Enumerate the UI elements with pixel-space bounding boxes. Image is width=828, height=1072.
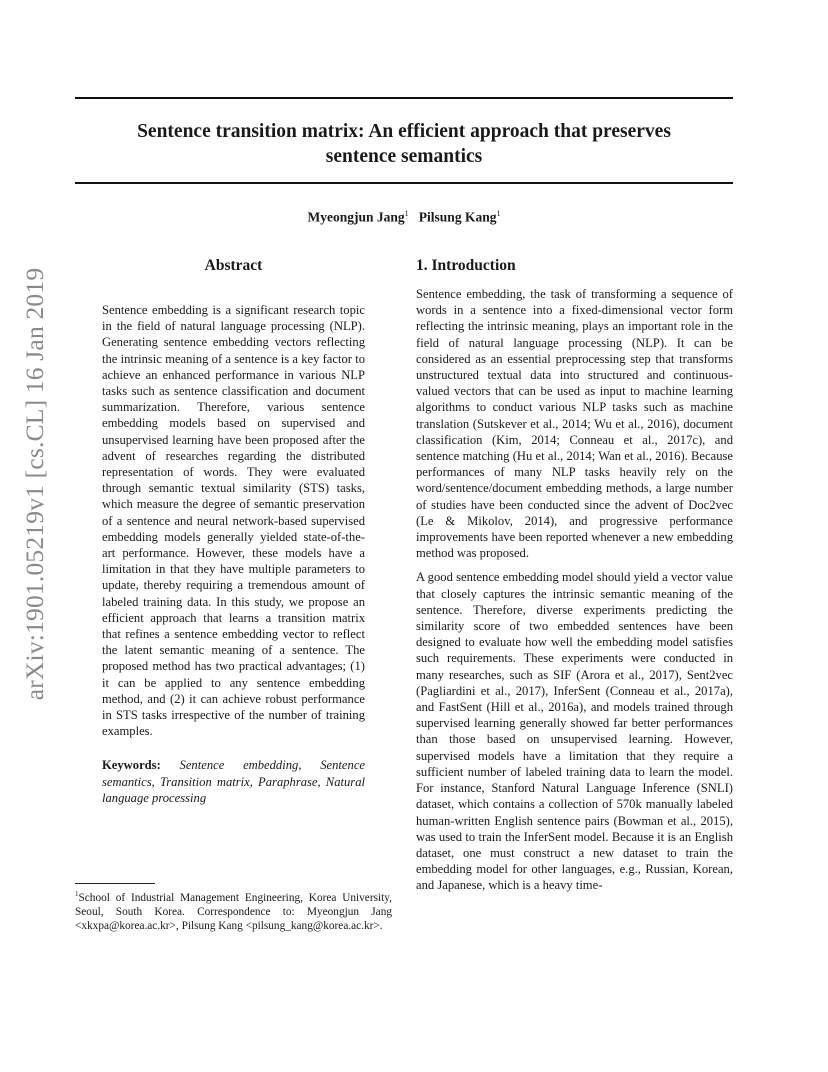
- author-list: [75, 209, 733, 226]
- footnote-mark: 1: [75, 890, 79, 898]
- footnote-text: School of Industrial Management Engineering, Korea University, Seoul, South Korea. Correspondence to: Myeongjun Jang <xkxpa@korea.ac.kr>, Pilsung Kang <pilsung_kang@korea.ac.kr>.: [75, 891, 392, 932]
- paper-title: [75, 119, 733, 169]
- keywords-text: Sentence embedding, Sentence semantics, Transition matrix, Paraphrase, Natural language processing: [102, 758, 365, 805]
- author-name: Myeongjun Jang: [307, 209, 405, 225]
- introduction-heading: 1. Introduction: [416, 257, 516, 274]
- keywords-label: Keywords:: [102, 758, 161, 773]
- keywords: [102, 757, 365, 806]
- author-affiliation-mark: 1: [496, 209, 501, 218]
- title-bottom-rule: [75, 182, 733, 184]
- footnote-rule: [75, 883, 155, 884]
- title-top-rule: [75, 97, 733, 99]
- right-column: [416, 256, 733, 894]
- introduction-paragraph: A good sentence embedding model should yield a vector value that closely captures the intrinsic semantic meaning of the sentence. Therefore, diverse experiments predicting the similarity score of two embedded sentences have been designed to evaluate how well the embedding model satisfies such requirements. These experiments were conducted in many researches, such as SIF (Arora et al., 2017), Sent2vec (Pagliardini et al., 2017), InferSent (Conneau et al., 2017a), and FastSent (Hill et al., 2016a), and models trained through supervised learning generally showed far better performances than those based on unsupervised learning. However, supervised models have a limitation that they require a sufficient number of labeled training data to learn the model. For instance, Stanford Natural Language Inference (SNLI) dataset, which contains a collection of 570k manually labeled human-written English sentence pairs (Bowman et al., 2015), was used to train the InferSent model. Because it is an English dataset, one must construct a new dataset to train the embedding model for other languages, e.g., Russian, Korean, and Japanese, which is a heavy time-: [416, 570, 733, 893]
- author-affiliation-mark: 1: [404, 209, 409, 218]
- arxiv-identifier-text: arXiv:1901.05219v1 [cs.CL] 16 Jan 2019: [20, 267, 49, 701]
- paper-title-line-1: Sentence transition matrix: An efficient approach that preserves: [137, 121, 671, 142]
- abstract-heading: Abstract: [204, 257, 263, 274]
- author-name: Pilsung Kang: [418, 209, 497, 225]
- paper-title-line-2: sentence semantics: [325, 146, 483, 167]
- left-column: [102, 256, 365, 806]
- introduction-paragraph: Sentence embedding, the task of transforming a sequence of words in a sentence into a fixed-dimensional vector form reflecting the intrinsic meaning, plays an important role in the field of natural language processing (NLP). It can be considered as an essential preprocessing step that transforms unstructured textual data into structured and continuous-valued vectors that can be used as input to machine learning algorithms to conduct various NLP tasks such as machine translation (Sutskever et al., 2014; Wu et al., 2016), document classification (Kim, 2014; Conneau et al., 2017c), and sentence matching (Hu et al., 2014; Wan et al., 2016). Because performances of many NLP tasks heavily rely on the word/sentence/document embedding methods, a large number of studies have been conducted since the advent of Doc2vec (Le & Mikolov, 2014), and progressive performance improvements have been reported whenever a new embedding method was proposed.: [416, 287, 733, 561]
- abstract-body: Sentence embedding is a significant research topic in the field of natural language processing (NLP). Generating sentence embedding vectors reflecting the intrinsic meaning of a sentence is a key factor to achieve an enhanced performance in various NLP tasks such as sentence classification and document summarization. Therefore, various sentence embedding models based on supervised and unsupervised learning have been proposed after the advent of researches regarding the distributed representation of words. They were evaluated through semantic textual similarity (STS) tasks, which measure the degree of semantic preservation of a sentence and neural network-based supervised embedding models generally yielded state-of-the-art performance. However, these models have a limitation in that they have multiple parameters to update, thereby requiring a tremendous amount of labeled training data. In this study, we propose an efficient approach that learns a transition matrix that refines a sentence embedding vector to reflect the latent semantic meaning of a sentence. The proposed method has two practical advantages; (1) it can be applied to any sentence embedding method, and (2) it can achieve robust performance in STS tasks irrespective of the number of training examples.: [102, 303, 365, 739]
- affiliation-footnote: [75, 883, 392, 933]
